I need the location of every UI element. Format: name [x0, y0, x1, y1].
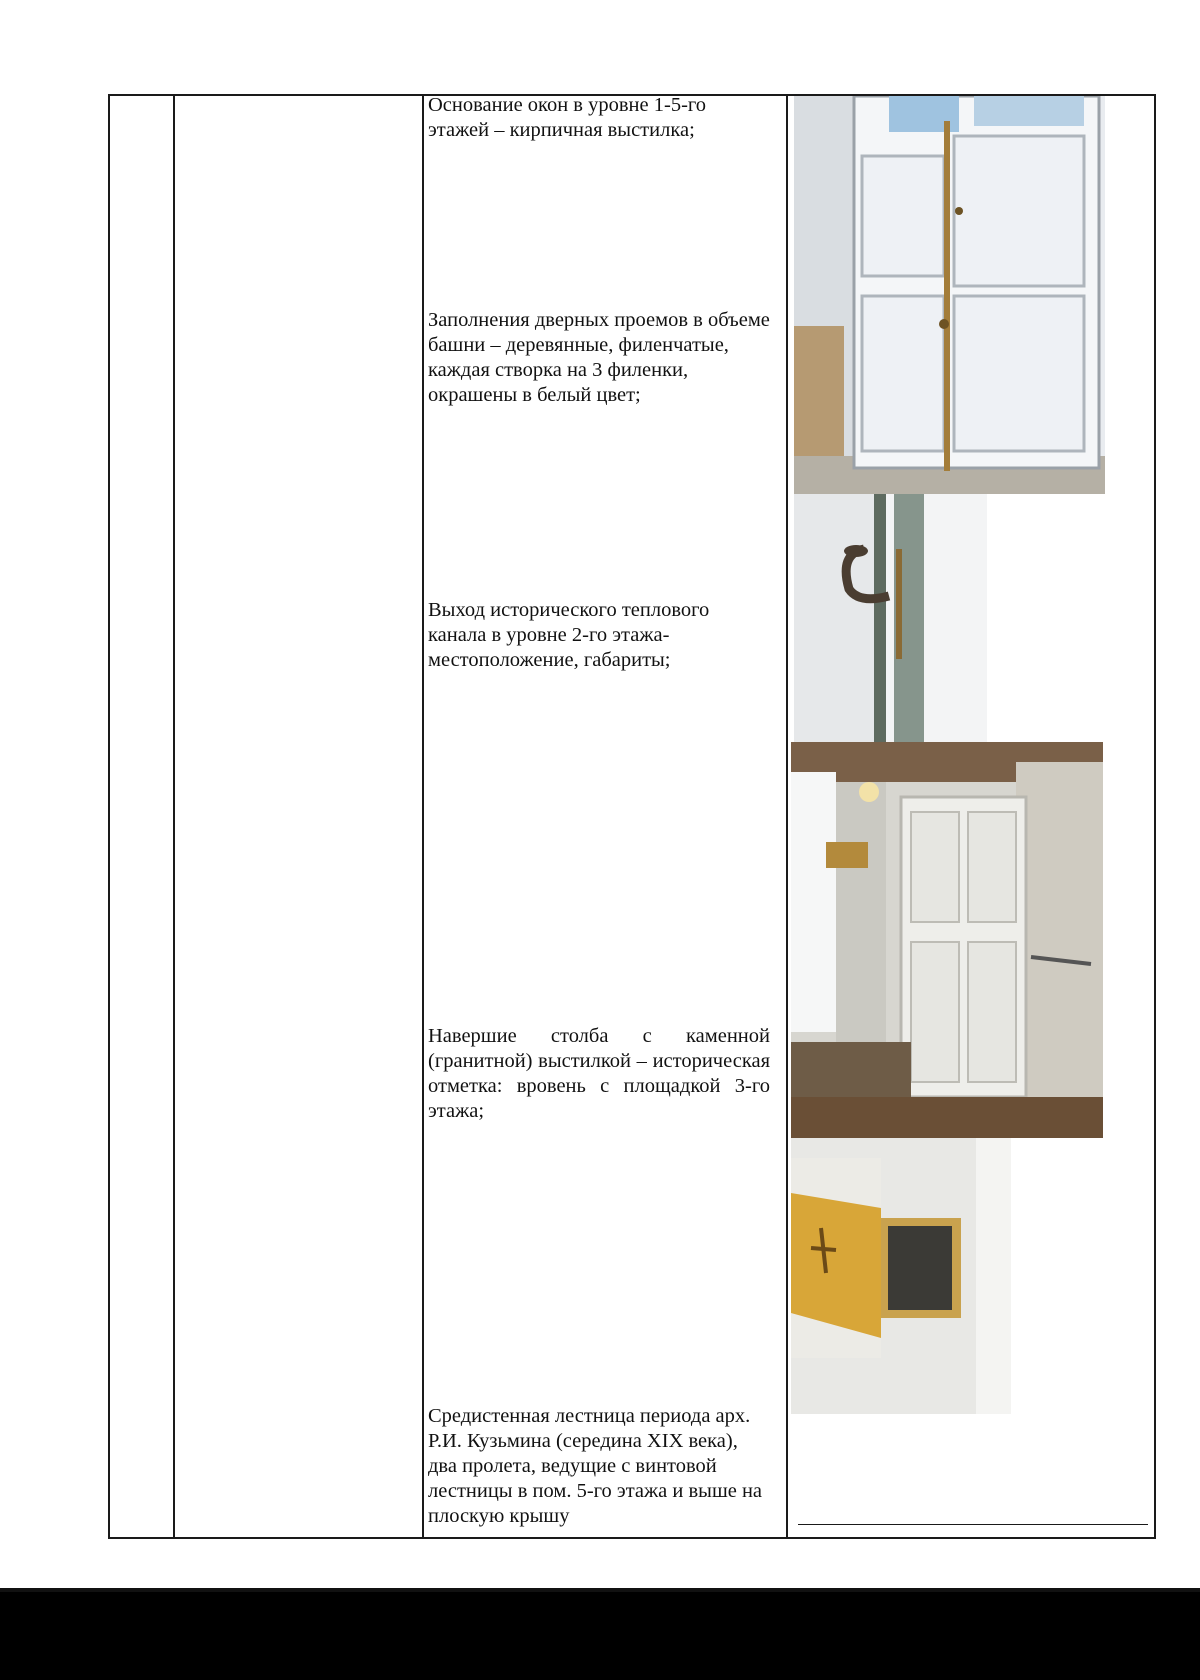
- row-text-window-base: Основание окон в уровне 1-5-го этажей – кирпичная выстилка;: [428, 94, 707, 141]
- table-border-bottom: [108, 1537, 1156, 1539]
- table-border-left: [108, 94, 110, 1539]
- scan-bottom-black-bar: [0, 1592, 1200, 1680]
- door-latch-photo-icon: [794, 494, 987, 742]
- row-text-heat-channel: Выход исторического теплового канала в уровне 2-го этажа-местоположение, габариты;: [428, 599, 710, 671]
- heat-channel-hatch-photo-icon: [791, 1138, 1011, 1414]
- window-photo-icon: [794, 96, 1105, 494]
- table-border-right: [1154, 94, 1156, 1539]
- table-column-divider-3: [786, 94, 788, 1539]
- row-text-door-fillings: Заполнения дверных проемов в объеме башни – деревянные, филенчатые, каждая створка на 3 филенки, окрашены в белый цвет;: [428, 309, 770, 406]
- table-column-divider-1: [173, 94, 175, 1539]
- table-inner-rule: [798, 1524, 1148, 1525]
- table-column-divider-2: [422, 94, 424, 1539]
- door-photo-icon: [791, 742, 1103, 1138]
- row-text-staircase: Средистенная лестница периода арх. Р.И. Кузьмина (середина XIX века), два пролета, ведущие с винтовой лестницы в пом. 5-го этажа и выше на плоскую крышу: [428, 1405, 763, 1527]
- row-text-pillar-top: Навершие столба с каменной (гранитной) выстилкой – историческая отметка: вровень с площадкой 3-го этажа;: [428, 1025, 770, 1122]
